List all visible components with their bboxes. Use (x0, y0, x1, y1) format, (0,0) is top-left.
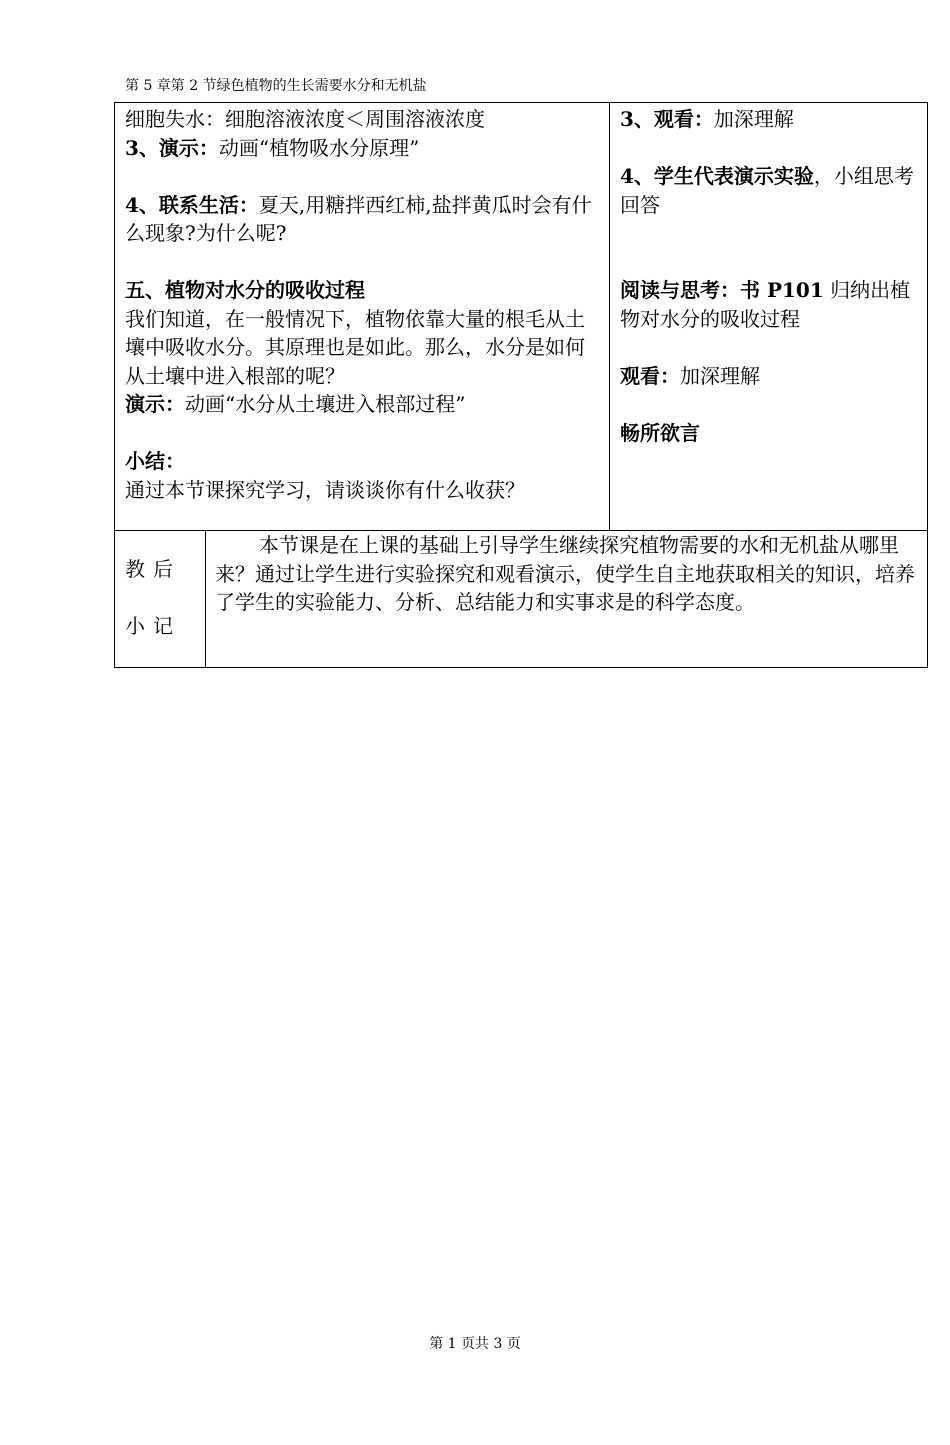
student-activities-cell (620, 105, 920, 447)
section5-text: 我们知道，在一般情况下，植物依靠大量的根毛从土壤中吸收水分。其原理也是如此。那么，水分是如何从土壤中进入根部的呢？ (125, 306, 585, 388)
demo2-text: 动画“水分从土壤进入根部过程” (185, 392, 466, 416)
reflection-label-line2: 小记 (125, 614, 181, 638)
demo2-label: 演示： (125, 392, 185, 416)
life-label: 4、联系生活： (125, 192, 259, 217)
student-label: 4、学生代表演示实验 (620, 164, 814, 188)
student-line (620, 162, 920, 219)
column-divider (609, 103, 610, 530)
summary-text: 通过本节课探究学习，请谈谈你有什么收获？ (125, 477, 525, 502)
document-header: 第 5 章第 2 节绿色植物的生长需要水分和无机盐 (125, 78, 427, 94)
student-text: ，小组思考回答 (620, 164, 914, 217)
read-text: 归纳出植物对水分的吸收过程 (620, 278, 911, 331)
life-text: 夏天,用糖拌西红柿,盐拌黄瓜时会有什么现象?为什么呢? (125, 192, 592, 245)
reflection-label (125, 555, 195, 641)
summary-label: 小结： (125, 449, 185, 473)
page-footer: 第 1 页共 3 页 (429, 1336, 521, 1352)
read-line (620, 276, 920, 333)
read-label: 阅读与思考：书 P101 (620, 278, 824, 302)
lesson-table (114, 102, 928, 668)
speak-label: 畅所欲言 (620, 420, 700, 445)
reflection-label-line1: 教后 (125, 557, 181, 581)
cell-dehydration-line: 细胞失水：细胞溶液浓度＜周围溶液浓度 (125, 107, 485, 131)
watch2-line (620, 362, 920, 391)
life-line (125, 191, 603, 248)
watch2-text: 加深理解 (680, 363, 760, 388)
demo2-line (125, 390, 603, 419)
demo1-label: 3、演示： (125, 135, 219, 160)
label-divider (205, 530, 206, 667)
reflection-text: 本节课是在上课的基础上引导学生继续探究植物需要的水和无机盐从哪里来？通过让学生进行实验探究和观看演示，使学生自主地获取相关的知识，培养了学生的实验能力、分析、总结能力和实事求是的科学态度。 (215, 533, 915, 614)
demo1-line (125, 134, 603, 163)
watch1-label: 3、观看： (620, 107, 714, 131)
watch1-line (620, 105, 920, 134)
watch2-label: 观看： (620, 363, 680, 388)
demo1-text: 动画“植物吸水分原理” (218, 135, 420, 160)
section5-title: 五、植物对水分的吸收过程 (125, 278, 365, 302)
watch1-text: 加深理解 (713, 107, 794, 131)
teacher-activities-cell (125, 105, 603, 504)
